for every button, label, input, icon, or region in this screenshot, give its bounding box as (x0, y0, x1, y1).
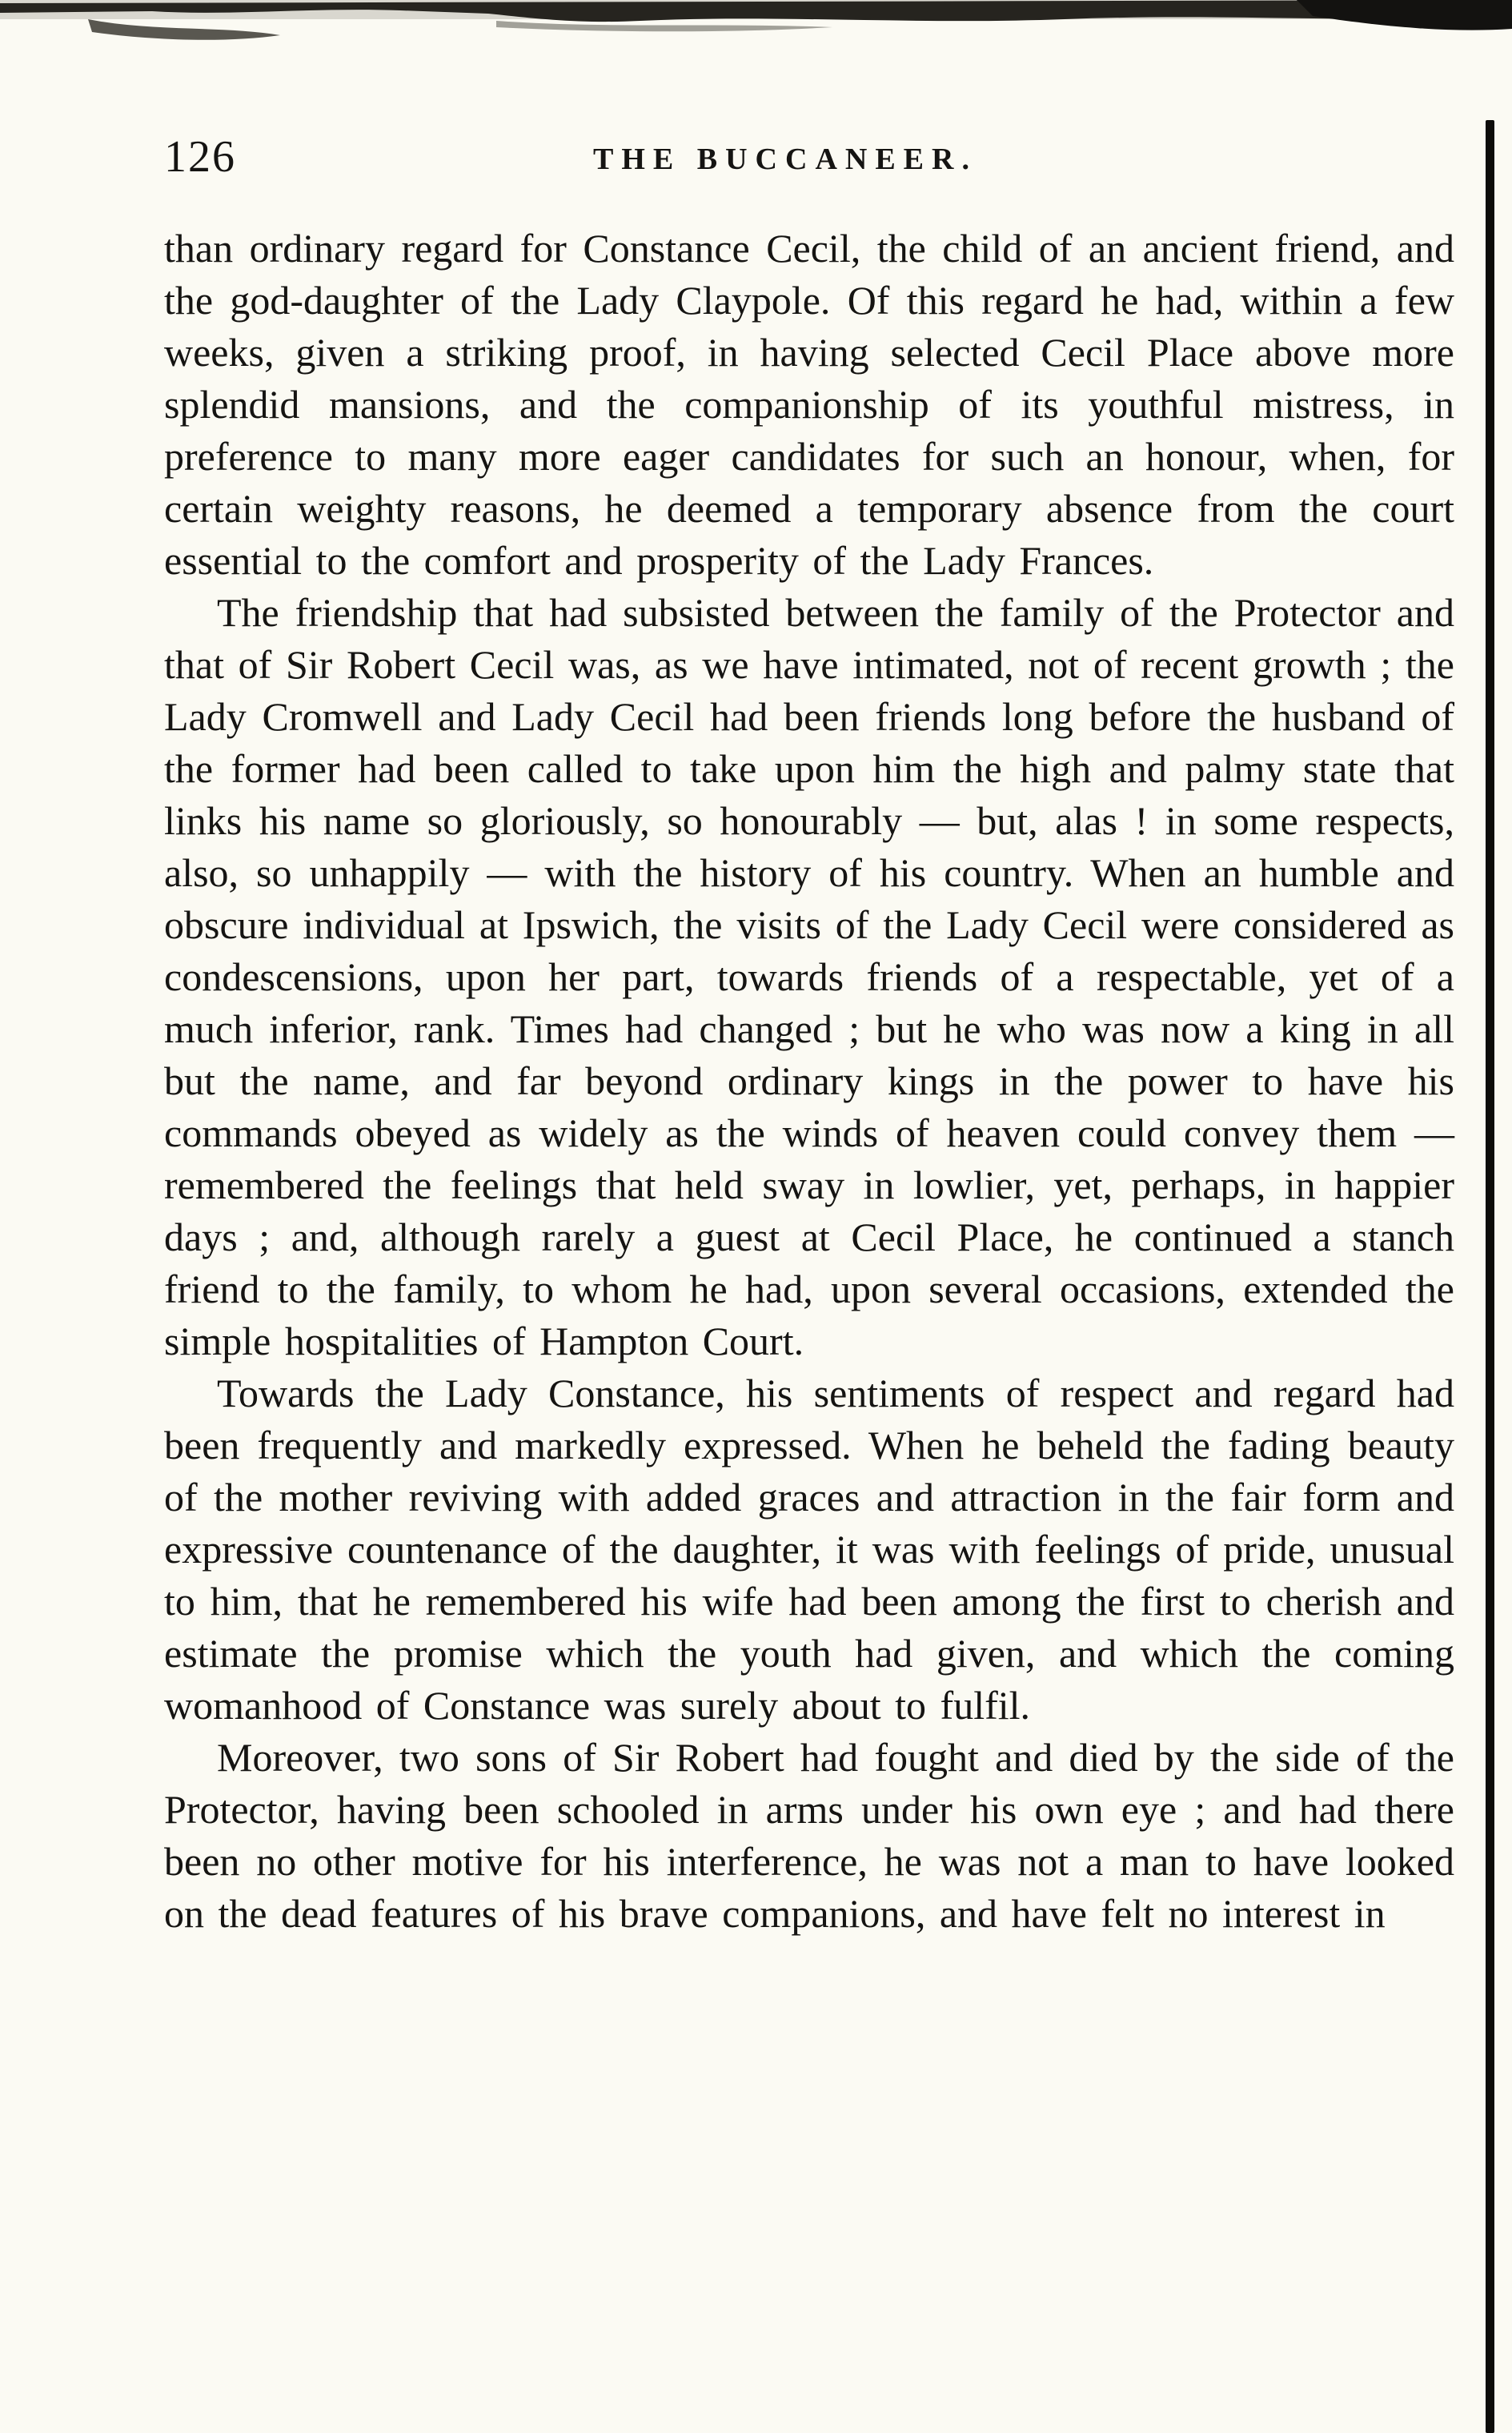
page-number: 126 (164, 132, 236, 182)
paragraph: Towards the Lady Constance, his sentiments of respect and regard had been frequently and markedly expressed. When he beheld the fading beauty of the mother reviving with added graces and attraction in the fair form and expressive countenance of the daughter, it was with feelings of pride, unusual to him, that he remembered his wife had been among the first to cherish and estimate the promise which the youth had given, and which the coming womanhood of Constance was surely about to fulfil. (164, 1371, 1454, 1728)
scan-right-edge-artifact (1486, 120, 1494, 2433)
paragraph: The friendship that had subsisted between the family of the Protector and that of Sir Robert Cecil was, as we have intimated, not of recent growth ; the Lady Cromwell and Lady Cecil had been friends long before the husband of the former had been called to take upon him the high and palmy state that links his name so gloriously, so honourably — but, alas ! in some respects, also, so unhappily — with the history of his country. When an humble and obscure individual at Ipswich, the visits of the Lady Cecil were considered as condescensions, upon her part, towards friends of a respectable, yet of a much inferior, rank. Times had changed ; but he who was now a king in all but the name, and far beyond ordinary kings in the power to have his commands obeyed as widely as the winds of heaven could convey them — remembered the feelings that held sway in lowlier, yet, perhaps, in happier days ; and, although rarely a guest at Cecil Place, he continued a stanch friend to the family, to whom he had, upon several occasions, extended the simple hospitalities of Hampton Court. (164, 590, 1454, 1363)
paragraph: Moreover, two sons of Sir Robert had fought and died by the side of the Protector, having been schooled in arms under his own eye ; and had there been no other motive for his interference, he was not a man to have looked on the dead features of his brave companions, and have felt no interest in (164, 1735, 1454, 1936)
paragraph: than ordinary regard for Constance Cecil, the child of an ancient friend, and the god-daughter of the Lady Claypole. Of this regard he had, within a few weeks, given a striking proof, in having selected Cecil Place above more splendid mansions, and the companionship of its youthful mistress, in preference to many more eager candidates for such an honour, when, for certain weighty reasons, he deemed a temporary absence from the court essential to the comfort and prosperity of the Lady Frances. (164, 226, 1454, 583)
page-text (164, 223, 1454, 1940)
scan-top-edge-artifact (0, 0, 1512, 51)
running-header: THE BUCCANEER. (593, 143, 977, 176)
page-header (164, 134, 1454, 191)
